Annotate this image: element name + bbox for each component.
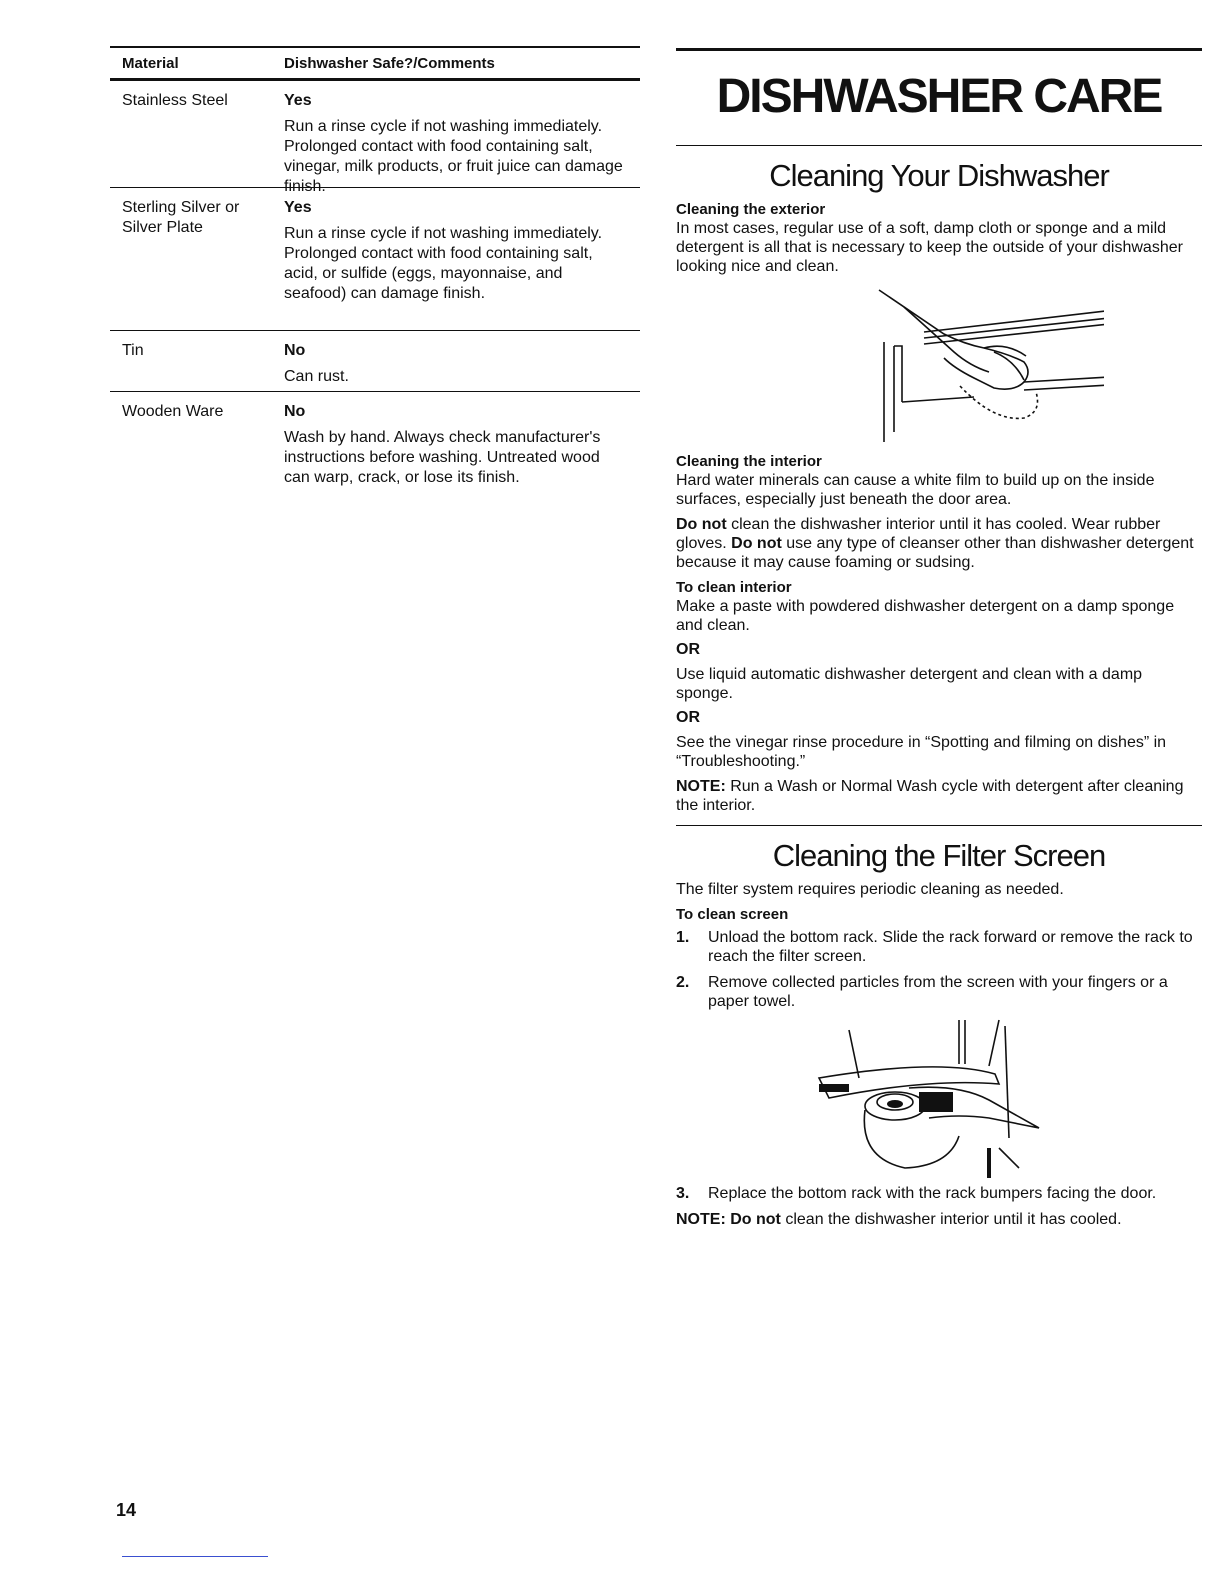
list-item: 3. Replace the bottom rack with the rack bumpers facing the door. — [676, 1185, 1157, 1202]
verdict-cell: No — [284, 403, 306, 420]
dishwasher-care-section — [676, 48, 1202, 1235]
interior-note: NOTE: Run a Wash or Normal Wash cycle with detergent after cleaning the interior. — [676, 778, 1184, 814]
table-row — [110, 392, 640, 488]
do-not-label: Do not — [731, 535, 782, 552]
filter-screen-illustration — [809, 1018, 1069, 1178]
note-label: NOTE: — [676, 1211, 726, 1228]
footer-line — [122, 1556, 268, 1557]
table-row — [110, 188, 640, 331]
section-title-cleaning-dishwasher: Cleaning Your Dishwasher — [769, 158, 1109, 193]
clean-option-2: Use liquid automatic dishwasher detergent and clean with a damp sponge. — [676, 666, 1143, 702]
to-clean-interior-heading: To clean interior — [676, 579, 792, 596]
page-number: 14 — [116, 1500, 137, 1520]
filter-intro: The filter system requires periodic cleaning as needed. — [676, 881, 1064, 898]
exterior-heading: Cleaning the exterior — [676, 201, 826, 218]
materials-table — [110, 46, 640, 488]
interior-heading: Cleaning the interior — [676, 453, 822, 470]
section-divider — [676, 825, 1202, 826]
do-not-label: Do not — [730, 1211, 781, 1228]
table-row — [110, 81, 640, 195]
interior-warning: Do not clean the dishwasher interior until it has cooled. Wear rubber gloves. Do not use any type of cleanser other than dishwasher detergent because it may cause foaming or sudsing. — [676, 516, 1194, 571]
table-header — [110, 48, 640, 81]
table-row — [110, 331, 640, 392]
list-item: 1. Unload the bottom rack. Slide the rack forward or remove the rack to reach the filter screen. — [676, 929, 1193, 965]
header-comments: Dishwasher Safe?/Comments — [284, 54, 495, 72]
or-label: OR — [676, 709, 700, 726]
clean-option-1: Make a paste with powdered dishwasher detergent on a damp sponge and clean. — [676, 598, 1175, 634]
comment-cell: Run a rinse cycle if not washing immediately. Prolonged contact with food containing salt, acid, or sulfide (eggs, mayonnaise, and seafood) can damage finish. — [284, 225, 603, 302]
exterior-text: In most cases, regular use of a soft, damp cloth or sponge and a mild detergent is all that is necessary to keep the outside of your dishwasher looking nice and clean. — [676, 220, 1183, 275]
material-cell: Stainless Steel — [122, 92, 228, 109]
verdict-cell: Yes — [284, 199, 312, 216]
material-cell: Sterling Silver or Silver Plate — [122, 199, 240, 236]
material-cell: Tin — [122, 342, 144, 359]
material-cell: Wooden Ware — [122, 403, 224, 420]
verdict-cell: No — [284, 342, 306, 359]
wiping-exterior-illustration — [774, 282, 1104, 452]
filter-steps-continued — [676, 1184, 1202, 1203]
title-top-rule — [676, 48, 1202, 51]
comment-cell: Wash by hand. Always check manufacturer's instructions before washing. Untreated wood can warp, crack, or lose its finish. — [284, 429, 601, 486]
header-material: Material — [122, 54, 179, 72]
or-label: OR — [676, 641, 700, 658]
page-title: DISHWASHER CARE — [716, 70, 1162, 123]
filter-note: NOTE: Do not clean the dishwasher interior until it has cooled. — [676, 1211, 1122, 1228]
filter-steps — [676, 928, 1202, 1011]
comment-cell: Run a rinse cycle if not washing immediately. Prolonged contact with food containing salt, vinegar, milk products, or fruit juice can damage finish. — [284, 118, 623, 195]
interior-text: Hard water minerals can cause a white film to build up on the inside surfaces, especially just beneath the door area. — [676, 472, 1155, 508]
comment-cell: Can rust. — [284, 368, 349, 385]
title-bottom-rule — [676, 145, 1202, 146]
clean-option-3: See the vinegar rinse procedure in “Spotting and filming on dishes” in “Troubleshooting.” — [676, 734, 1167, 770]
section-title-filter-screen: Cleaning the Filter Screen — [772, 838, 1106, 873]
do-not-label: Do not — [676, 516, 727, 533]
list-item: 2. Remove collected particles from the screen with your fingers or a paper towel. — [676, 974, 1168, 1010]
verdict-cell: Yes — [284, 92, 312, 109]
note-label: NOTE: — [676, 778, 726, 795]
to-clean-screen-heading: To clean screen — [676, 906, 789, 923]
